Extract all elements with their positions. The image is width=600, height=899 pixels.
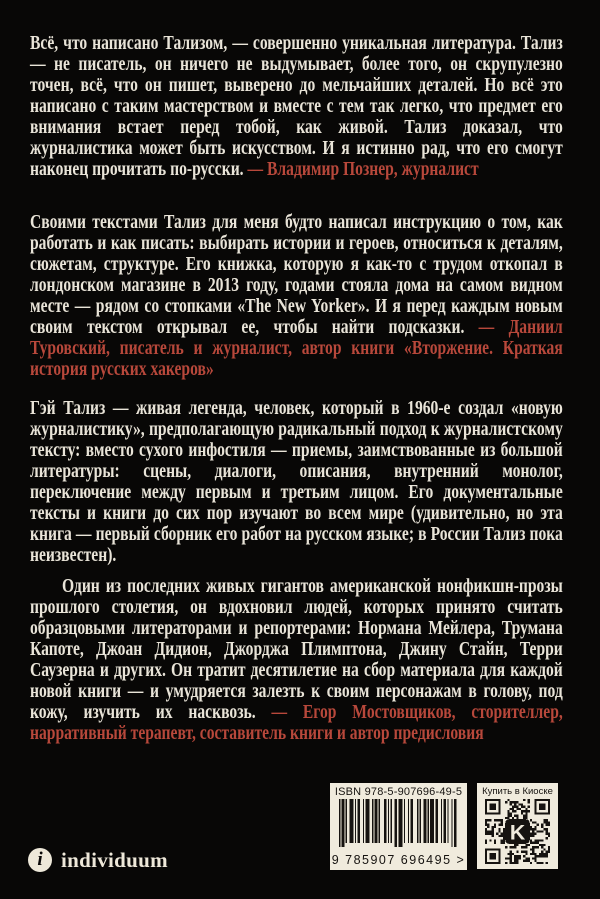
quote-text: Всё, что написано Тализом, — совершенно уникальная литература. Тализ — не писатель, он ничего не выдумывает, более того, он скрупулезно точен, всё, что он пишет, выверено до мельчайших деталей. Но всё это написано с таким мастерством и вместе с тем так легко, что предмет его внимания встает перед тобой, как живой. Тализ доказал, что журналистика может быть искусством. И я истинно рад, что его смогут наконец прочитать по-русски. [30,33,563,180]
bio-attribution: — Егор Мостовщиков, сторителлер, нарративный терапевт, составитель книги и автор предисловия [30,702,563,744]
bio-paragraph [30,576,563,744]
qr-code-icon [485,799,550,864]
publisher-logo-letter: i [37,848,43,870]
barcode-icon [339,799,458,847]
quote-attribution: — Владимир Познер, журналист [247,159,479,180]
barcode-digits: 9 785907 696495 > [331,853,466,867]
bio-paragraph: Гэй Тализ — живая легенда, человек, который в 1960-е создал «новую журналистику», предполагающую радикальный подход к журналистскому тексту: вместо сухого инфостиля — приемы, заимствованные из большой литературы: сцены, диалоги, описания, внутренний монолог, переключение между первым и третьим лицом. Его документальные тексты и книги до сих пор изучают во всем мире (удивительно, но эта книга — первый сборник его работ на русском языке; в России Тализ пока неизвестен). [30,398,563,566]
publisher-logo [28,847,168,873]
quote-text: Своими текстами Тализ для меня будто написал инструкцию о том, как работать и как писать: выбирать истории и героев, относиться к деталям, сюжетам, структуре. Его книжка, которую я как-то с трудом откопал в лондонском магазине в 2013 году, годами стояла дома на самом видном месте — рядом со стопками «The New Yorker». И я перед каждым новым своим текстом открывал ее, чтобы найти подсказки. [30,212,563,338]
publisher-name: individuum [61,847,168,872]
quote-paragraph [30,33,563,180]
kiosk-qr [477,783,558,869]
bio-text: Один из последних живых гигантов американской нонфикшн-прозы прошлого столетия, он вдохновил людей, которых принято считать образцовыми литераторами и репортерами: Нормана Мейлера, Трумана Капоте, Джоан Дидион, Джорджа Плимптона, Джину Стайн, Терри Саузерна и других. Он тратит десятилетие на сбор материала для каждой новой книги — и умудряется залезть к своим персонажам в голову, под кожу, изучить их насквозь. [30,576,563,723]
kiosk-label: Купить в Киоске [482,786,553,797]
back-cover-text [30,33,563,744]
isbn-label: ISBN 978-5-907696-49-5 [334,786,463,798]
quote-attribution: — Даниил Туровский, писатель и журналист, автор книги «Вторжение. Краткая история русских хакеров» [30,317,563,380]
publisher-logo-icon [28,848,52,872]
quote-paragraph [30,212,563,380]
isbn-barcode [330,783,467,870]
svg-text:K: K [509,820,526,845]
